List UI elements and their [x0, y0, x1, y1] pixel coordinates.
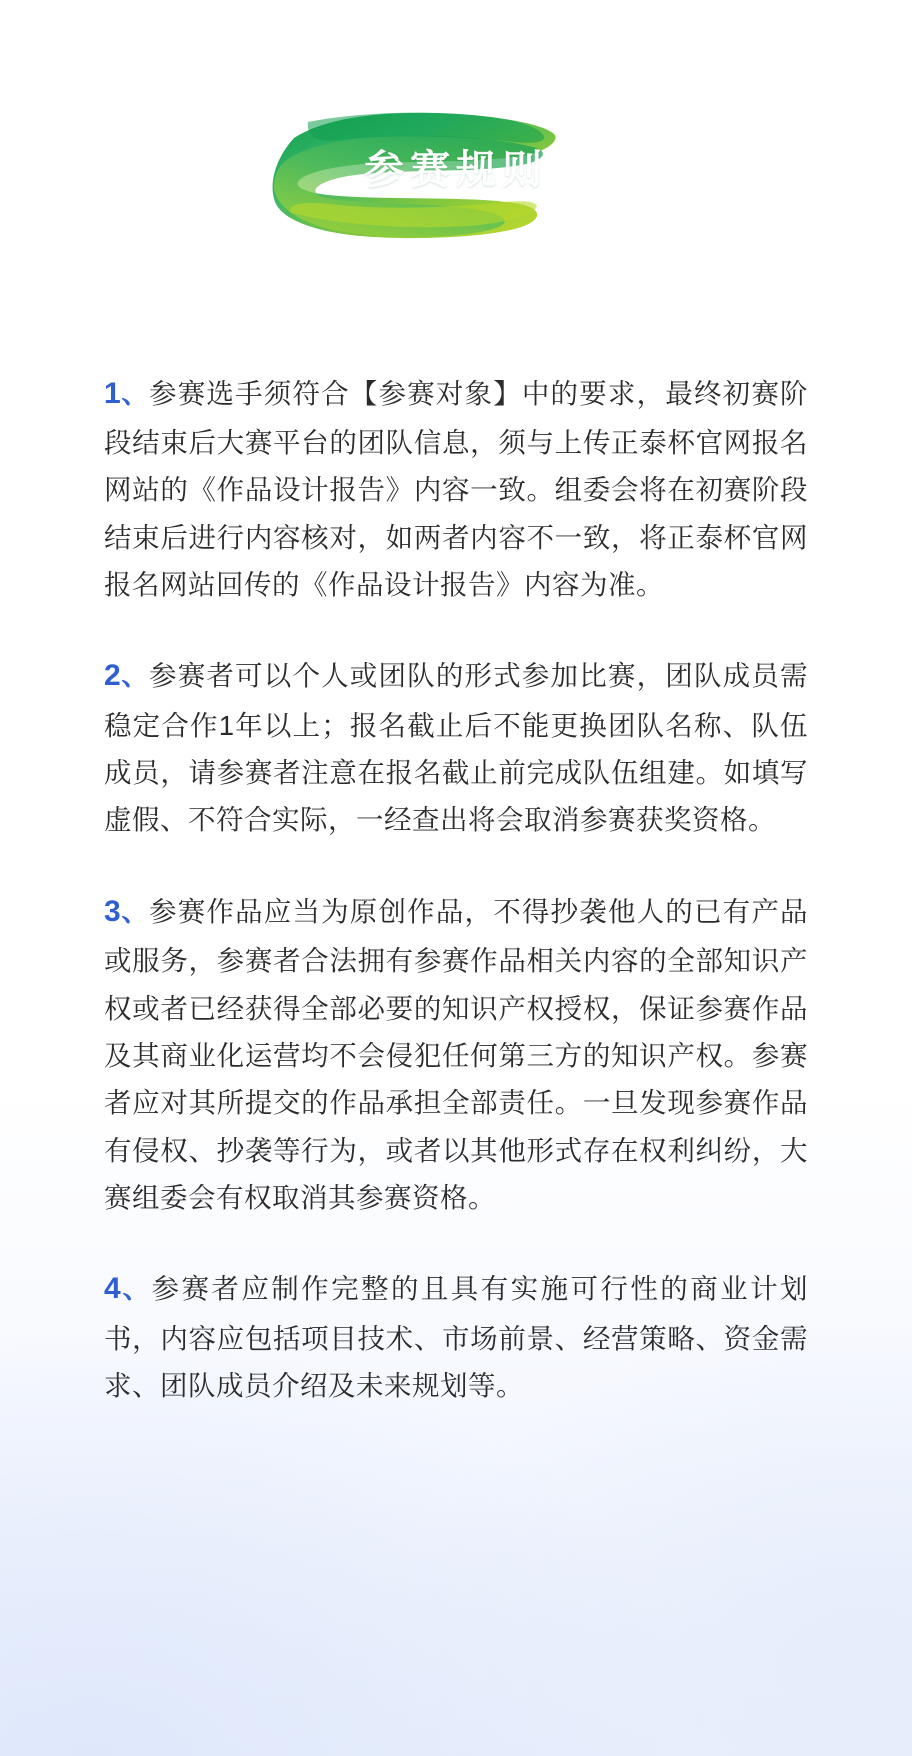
rule-number-1: [104, 377, 149, 410]
rule-item-2: [104, 650, 808, 843]
page-title: 参赛规则: [364, 148, 548, 192]
rule-number-2: [104, 659, 149, 692]
rule-text-2: 参赛者可以个人或团队的形式参加比赛，团队成员需稳定合作1年以上；报名截止后不能更换团队名称、队伍成员，请参赛者注意在报名截止前完成队伍组建。如填写虚假、不符合实际，一经查出将会取消参赛获奖资格。: [104, 660, 808, 836]
rule-text-1: 参赛选手须符合【参赛对象】中的要求，最终初赛阶段结束后大赛平台的团队信息，须与上传正泰杯官网报名网站的《作品设计报告》内容一致。组委会将在初赛阶段结束后进行内容核对，如两者内容不一致，将正泰杯官网报名网站回传的《作品设计报告》内容为准。: [104, 377, 808, 600]
rule-number-4-separator: 、: [120, 1274, 152, 1305]
rule-number-3-separator: 、: [120, 896, 150, 927]
rule-number-4-value: 4: [104, 1272, 121, 1306]
page-title-wrap: [0, 150, 912, 190]
rule-number-2-value: 2: [104, 659, 121, 693]
rule-number-2-separator: 、: [120, 661, 150, 692]
rule-number-1-separator: 、: [120, 378, 150, 409]
rule-number-1-value: 1: [104, 376, 121, 410]
rule-item-4: [104, 1263, 808, 1409]
rule-number-4: [104, 1272, 152, 1305]
rules-list: [0, 300, 912, 1409]
rule-text-3: 参赛作品应当为原创作品，不得抄袭他人的已有产品或服务，参赛者合法拥有参赛作品相关内容的全部知识产权或者已经获得全部必要的知识产权授权，保证参赛作品及其商业化运营均不会侵犯任何第三方的知识产权。参赛者应对其所提交的作品承担全部责任。一旦发现参赛作品有侵权、抄袭等行为，或者以其他形式存在权利纠纷，大赛组委会有权取消其参赛资格。: [104, 895, 808, 1213]
rule-number-3: [104, 895, 149, 928]
banner: [0, 0, 912, 300]
rule-text-4: 参赛者应制作完整的且具有实施可行性的商业计划书，内容应包括项目技术、市场前景、经营策略、资金需求、团队成员介绍及未来规划等。: [104, 1273, 809, 1402]
rule-number-3-value: 3: [104, 894, 121, 928]
rule-item-1: [104, 368, 808, 609]
rule-item-3: [104, 886, 808, 1221]
